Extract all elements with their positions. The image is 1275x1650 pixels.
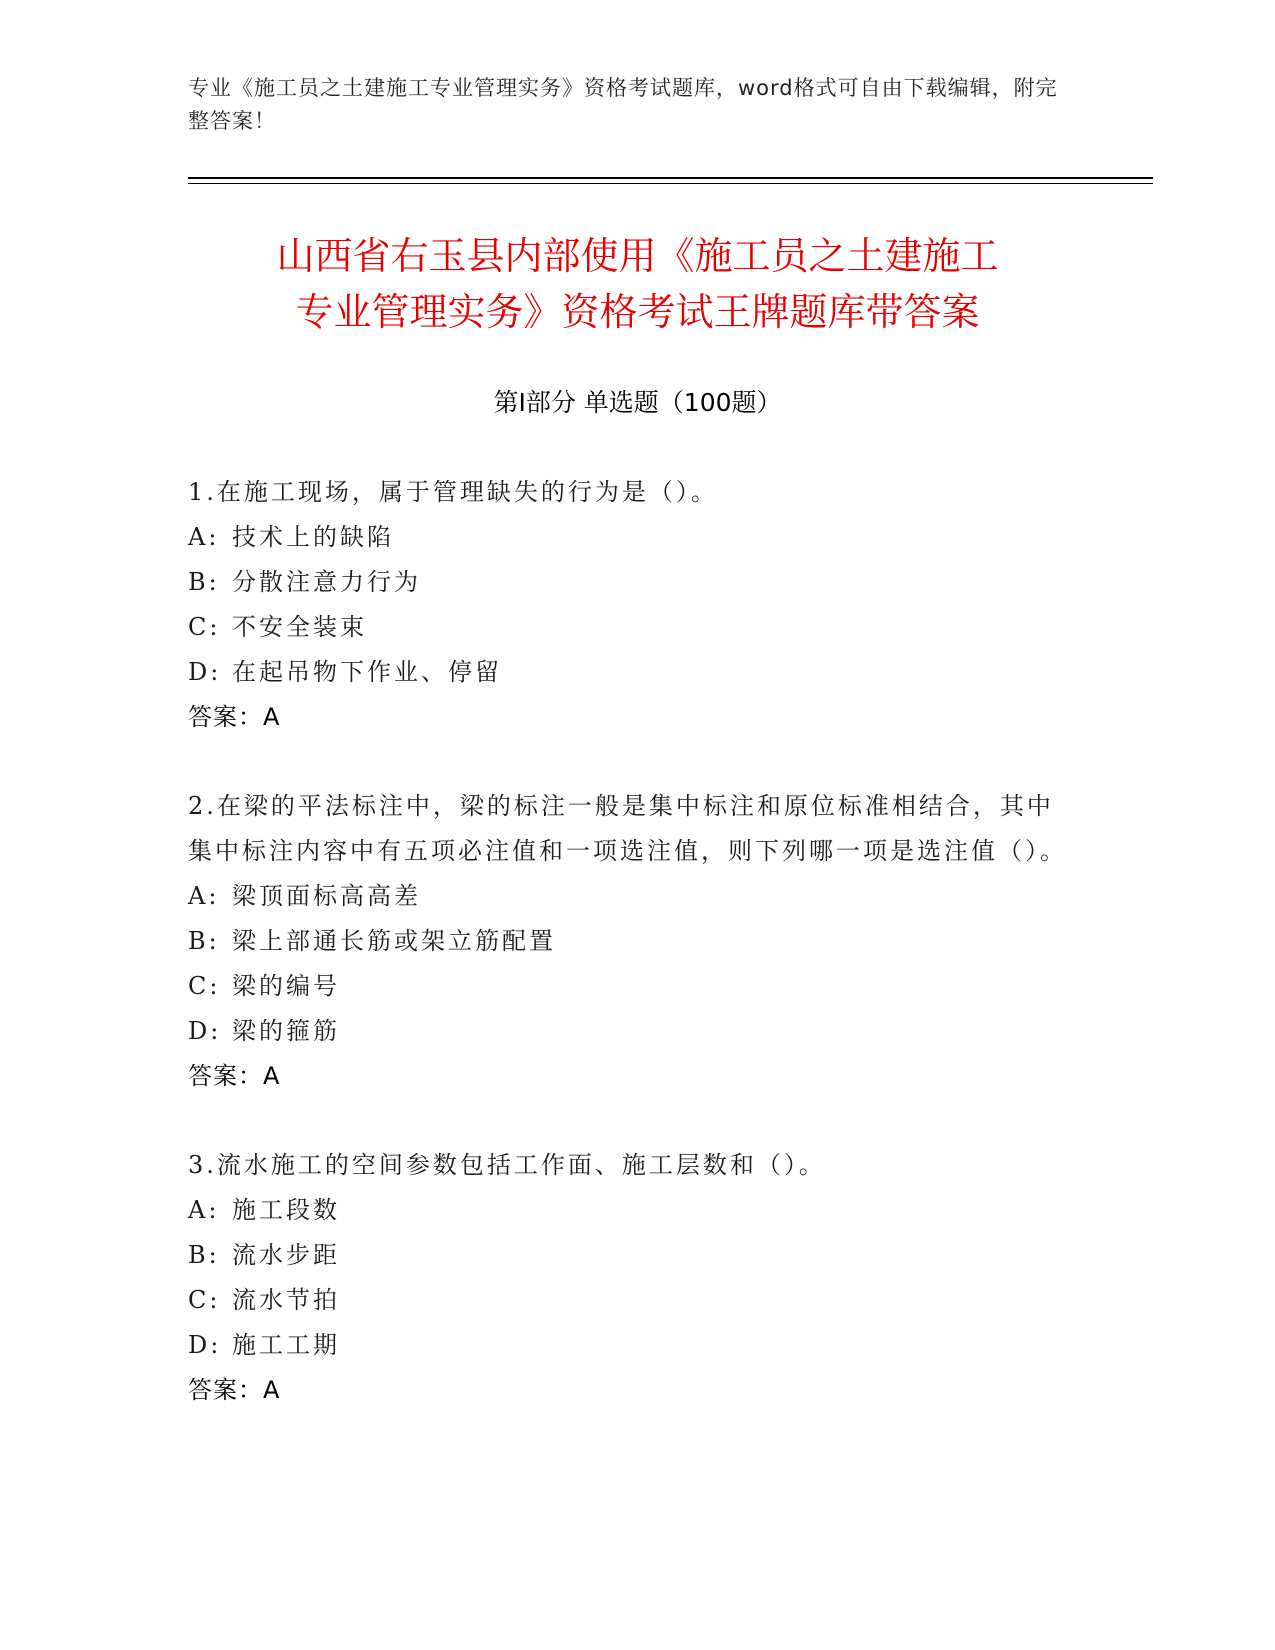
option-letter: A: [188,882,220,910]
option-d [188,650,1068,695]
option-text: 流水步距 [232,1241,340,1269]
option-letter: C: [188,613,221,641]
option-text: 梁的编号 [232,972,340,1000]
question-1 [188,470,1068,740]
option-text: 梁顶面标高高差 [232,882,421,910]
answer-line [188,1054,1068,1099]
option-letter: A: [188,523,220,551]
option-letter: B: [188,927,220,955]
question-2 [188,784,1068,1099]
option-a [188,1188,1068,1233]
answer-label: 答案： [188,1376,263,1404]
option-b [188,560,1068,605]
option-letter: D: [188,1331,222,1359]
document-title [150,228,1125,340]
option-text: 施工工期 [232,1331,340,1359]
option-letter: B: [188,568,220,596]
option-b [188,1233,1068,1278]
option-d [188,1009,1068,1054]
section-title: 第Ⅰ部分 单选题（100题） [493,388,782,417]
header-rule-thick [188,177,1153,179]
answer-value: A [263,1062,281,1090]
option-text: 不安全装束 [232,613,367,641]
option-text: 施工段数 [232,1196,340,1224]
header-note: 专业《施工员之土建施工专业管理实务》资格考试题库，word格式可自由下载编辑，附完整答案！ [188,76,1058,133]
question-list [188,470,1068,1457]
option-letter: D: [188,658,222,686]
answer-value: A [263,1376,281,1404]
answer-label: 答案： [188,703,263,731]
answer-value: A [263,703,281,731]
document-title-line-1: 山西省右玉县内部使用《施工员之土建施工 [276,234,999,278]
option-c [188,1278,1068,1323]
answer-line [188,695,1068,740]
question-stem: 2.在梁的平法标注中，梁的标注一般是集中标注和原位标准相结合，其中集中标注内容中有五项必注值和一项选注值，则下列哪一项是选注值（）。 [188,792,1067,865]
option-b [188,919,1068,964]
option-text: 梁上部通长筋或架立筋配置 [232,927,556,955]
option-d [188,1323,1068,1368]
option-letter: A: [188,1196,220,1224]
question-stem: 1.在施工现场，属于管理缺失的行为是（）。 [188,478,718,506]
question-3 [188,1143,1068,1413]
option-c [188,964,1068,1009]
option-text: 分散注意力行为 [232,568,421,596]
option-text: 技术上的缺陷 [232,523,394,551]
option-text: 梁的箍筋 [232,1017,340,1045]
option-letter: C: [188,972,221,1000]
option-letter: B: [188,1241,220,1269]
option-text: 流水节拍 [232,1286,340,1314]
option-c [188,605,1068,650]
option-a [188,874,1068,919]
answer-line [188,1368,1068,1413]
option-letter: C: [188,1286,221,1314]
answer-label: 答案： [188,1062,263,1090]
question-stem: 3.流水施工的空间参数包括工作面、施工层数和（）。 [188,1151,826,1179]
option-letter: D: [188,1017,222,1045]
option-a [188,515,1068,560]
document-title-line-2: 专业管理实务》资格考试王牌题库带答案 [295,290,980,334]
header-rule-thin [188,183,1153,184]
option-text: 在起吊物下作业、停留 [232,658,502,686]
